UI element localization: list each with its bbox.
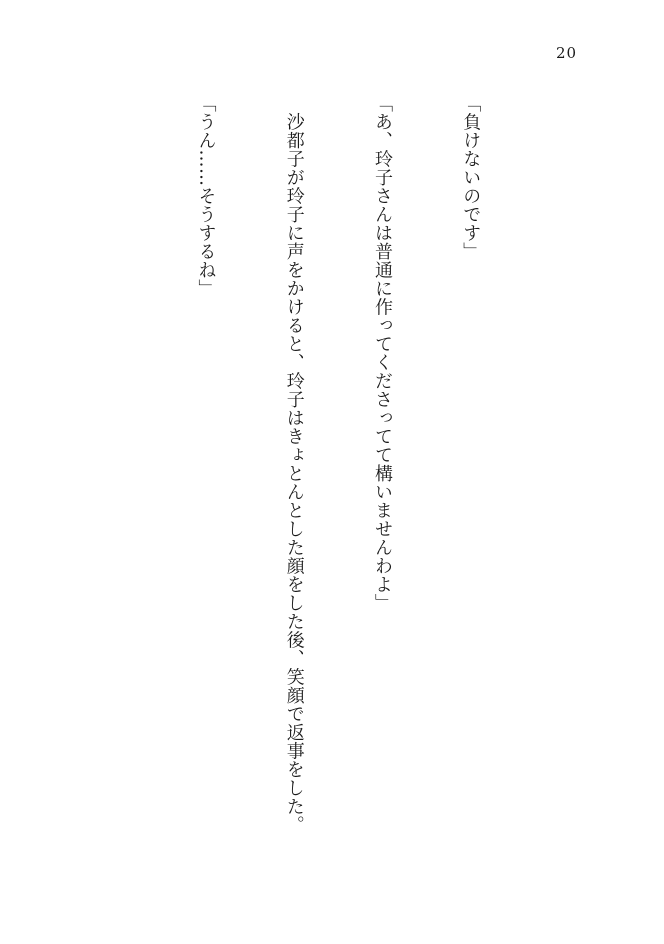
text-line: 「負けないのです」 [460,94,482,261]
text-line: 「うん……そうするね」 [195,94,217,298]
blank-line [103,94,132,874]
novel-text-block [0,94,544,874]
page-number: 20 [556,44,578,62]
text-line: 「あ、玲子さんは普通に作ってくださってて構いませんわよ」 [371,94,393,612]
blank-line [15,94,44,874]
text-line: 沙都子が玲子に声をかけると、玲子はきょとんとした顔をした後、笑顔で返事をした。 [283,94,305,834]
